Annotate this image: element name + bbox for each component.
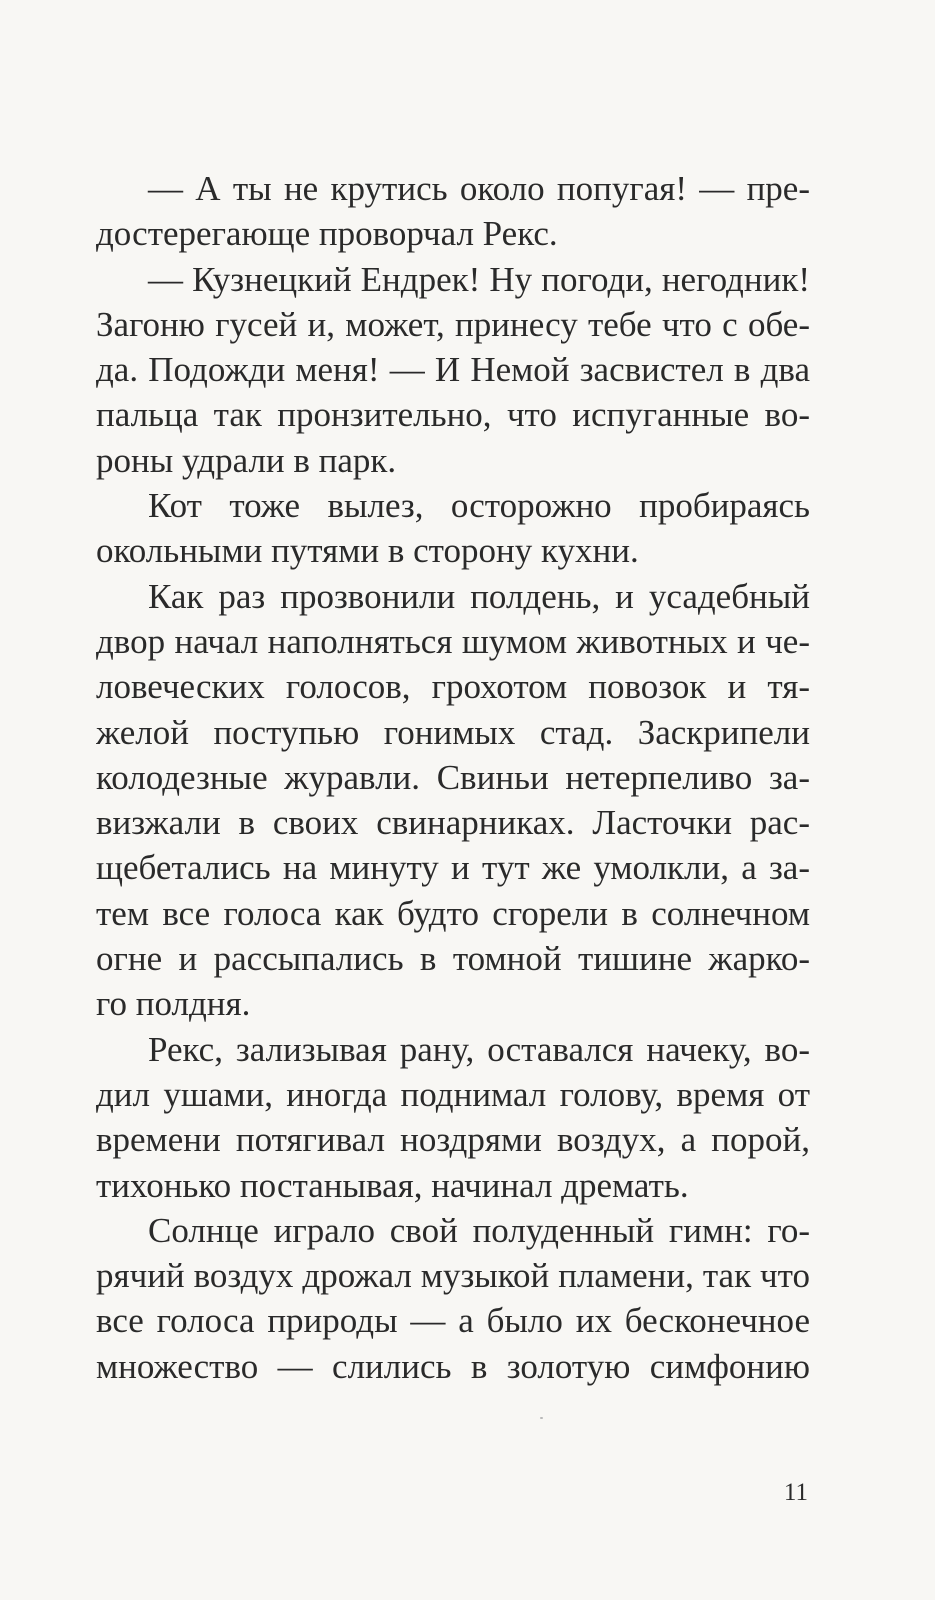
text-line: двор начал наполняться шумом животных и че-: [96, 621, 810, 661]
text-line: огне и рассыпались в томной тишине жарко-: [96, 939, 810, 979]
text-line: Загоню гусей и, может, принесу тебе что с обе-: [96, 304, 810, 344]
text-line: желой поступью гонимых стад. Заскрипели: [96, 712, 810, 752]
text-line: роны удрали в парк.: [96, 440, 397, 480]
text-line: — Кузнецкий Ендрек! Ну погоди, негодник!: [148, 259, 810, 299]
paragraph: [96, 483, 810, 574]
paragraph: [96, 1208, 810, 1389]
text-line: времени потягивал ноздрями воздух, а порой,: [96, 1120, 810, 1160]
text-line: ловеческих голосов, грохотом повозок и тя-: [96, 667, 810, 707]
paper-speck: [540, 1417, 543, 1419]
text-line: го полдня.: [96, 984, 251, 1024]
text-line: Как раз прозвонили полдень, и усадебный: [148, 576, 810, 616]
text-line: визжали в своих свинарниках. Ласточки рас-: [96, 803, 810, 843]
text-line: да. Подожди меня! — И Немой засвистел в два: [96, 350, 810, 390]
text-line: тихонько постанывая, начинал дремать.: [96, 1165, 689, 1205]
text-line: щебетались на минуту и тут же умолкли, а за-: [96, 848, 810, 888]
text-line: колодезные журавли. Свиньи нетерпеливо за-: [96, 757, 810, 797]
text-line: множество — слились в золотую симфонию: [96, 1346, 810, 1386]
paragraph: [96, 257, 810, 483]
text-line: Рекс, зализывая рану, оставался начеку, во-: [148, 1029, 810, 1069]
text-line: пальца так пронзительно, что испуганные во-: [96, 395, 810, 435]
body-text: [96, 166, 810, 1389]
text-line: все голоса природы — а было их бесконечное: [96, 1301, 810, 1341]
paragraph: [96, 1027, 810, 1208]
text-line: тем все голоса как будто сгорели в солнечном: [96, 893, 810, 933]
text-line: — А ты не крутись около попугая! — пре-: [148, 169, 810, 208]
page-number: 11: [783, 1479, 808, 1506]
text-line: Кот тоже вылез, осторожно пробираясь: [148, 486, 810, 526]
text-line: достерегающе проворчал Рекс.: [96, 214, 558, 254]
text-line: окольными путями в сторону кухни.: [96, 531, 639, 571]
paragraph: [96, 166, 810, 257]
text-line: дил ушами, иногда поднимал голову, время от: [96, 1074, 810, 1114]
paragraph: [96, 574, 810, 1027]
text-line: рячий воздух дрожал музыкой пламени, так что: [96, 1256, 810, 1296]
text-line: Солнце играло свой полуденный гимн: го-: [148, 1210, 810, 1250]
